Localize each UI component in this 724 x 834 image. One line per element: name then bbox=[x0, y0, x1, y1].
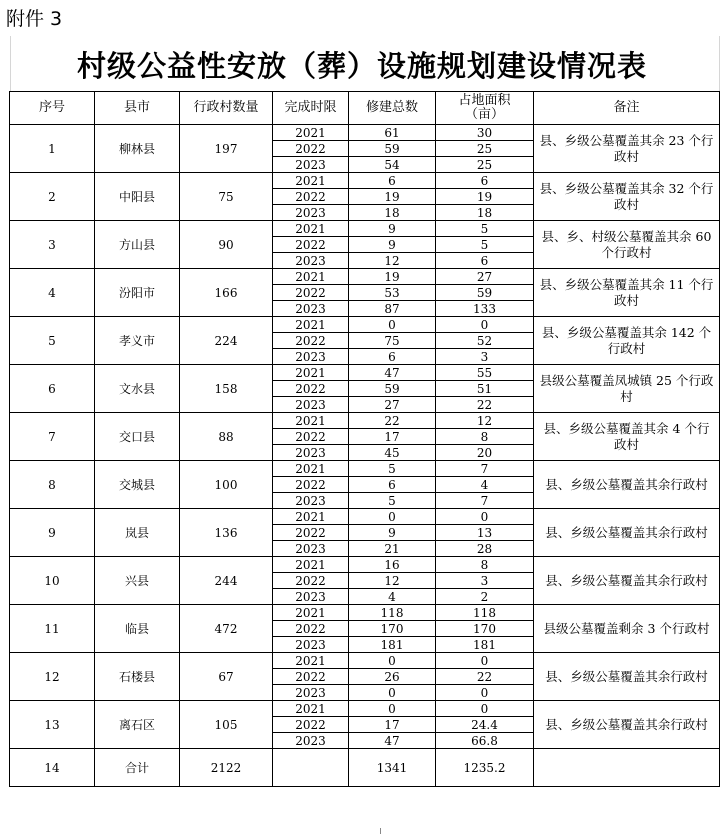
sheet-gridline-bottom bbox=[380, 828, 381, 834]
cell-area: 52 bbox=[436, 333, 534, 349]
cell-area: 30 bbox=[436, 125, 534, 141]
cell-built: 53 bbox=[349, 285, 436, 301]
cell-year: 2023 bbox=[273, 541, 349, 557]
cell-year: 2023 bbox=[273, 157, 349, 173]
cell-area: 18 bbox=[436, 205, 534, 221]
cell-year: 2022 bbox=[273, 333, 349, 349]
cell-area: 51 bbox=[436, 381, 534, 397]
cell-built: 54 bbox=[349, 157, 436, 173]
cell-area: 24.4 bbox=[436, 717, 534, 733]
cell-area: 7 bbox=[436, 493, 534, 509]
cell-area: 6 bbox=[436, 173, 534, 189]
cell-built: 47 bbox=[349, 365, 436, 381]
table-row bbox=[10, 125, 720, 141]
cell-area: 20 bbox=[436, 445, 534, 461]
cell-villages: 75 bbox=[180, 173, 273, 221]
cell-area: 2 bbox=[436, 589, 534, 605]
cell-county: 孝义市 bbox=[95, 317, 180, 365]
header-county: 县市 bbox=[95, 92, 180, 125]
header-area bbox=[436, 92, 534, 125]
cell-built: 181 bbox=[349, 637, 436, 653]
cell-area: 133 bbox=[436, 301, 534, 317]
cell-built: 59 bbox=[349, 141, 436, 157]
cell-county: 汾阳市 bbox=[95, 269, 180, 317]
cell-index: 3 bbox=[10, 221, 95, 269]
cell-villages: 197 bbox=[180, 125, 273, 173]
cell-villages: 105 bbox=[180, 701, 273, 749]
cell-area: 8 bbox=[436, 429, 534, 445]
cell-year: 2021 bbox=[273, 125, 349, 141]
cell-area: 0 bbox=[436, 509, 534, 525]
planning-table bbox=[9, 91, 720, 787]
cell-year: 2022 bbox=[273, 525, 349, 541]
cell-county: 临县 bbox=[95, 605, 180, 653]
header-area-line1: 占地面积 bbox=[458, 93, 511, 108]
cell-year: 2023 bbox=[273, 397, 349, 413]
cell-built: 18 bbox=[349, 205, 436, 221]
cell-built: 12 bbox=[349, 573, 436, 589]
table-row bbox=[10, 365, 720, 381]
cell-remark: 县、乡级公墓覆盖其余 142 个行政村 bbox=[534, 317, 720, 365]
cell-villages: 158 bbox=[180, 365, 273, 413]
table-row bbox=[10, 173, 720, 189]
cell-remark: 县、乡级公墓覆盖其余行政村 bbox=[534, 461, 720, 509]
cell-year: 2021 bbox=[273, 173, 349, 189]
cell-area: 19 bbox=[436, 189, 534, 205]
cell-built: 5 bbox=[349, 493, 436, 509]
cell-year: 2023 bbox=[273, 685, 349, 701]
cell-built: 61 bbox=[349, 125, 436, 141]
table-row bbox=[10, 701, 720, 717]
cell-built: 5 bbox=[349, 461, 436, 477]
cell-year: 2023 bbox=[273, 301, 349, 317]
cell-county: 离石区 bbox=[95, 701, 180, 749]
cell-area: 27 bbox=[436, 269, 534, 285]
header-deadline: 完成时限 bbox=[273, 92, 349, 125]
cell-county: 石楼县 bbox=[95, 653, 180, 701]
cell-year: 2023 bbox=[273, 205, 349, 221]
cell-villages: 100 bbox=[180, 461, 273, 509]
cell-year: 2022 bbox=[273, 717, 349, 733]
cell-county: 兴县 bbox=[95, 557, 180, 605]
cell-villages: 88 bbox=[180, 413, 273, 461]
cell-year: 2022 bbox=[273, 285, 349, 301]
cell-built: 9 bbox=[349, 237, 436, 253]
cell-year: 2021 bbox=[273, 557, 349, 573]
cell-county: 方山县 bbox=[95, 221, 180, 269]
cell-villages: 224 bbox=[180, 317, 273, 365]
header-remark: 备注 bbox=[534, 92, 720, 125]
cell-area: 0 bbox=[436, 701, 534, 717]
cell-remark: 县、乡级公墓覆盖其余行政村 bbox=[534, 701, 720, 749]
cell-index: 10 bbox=[10, 557, 95, 605]
cell-year: 2021 bbox=[273, 317, 349, 333]
cell-index: 4 bbox=[10, 269, 95, 317]
cell-year: 2023 bbox=[273, 349, 349, 365]
cell-index: 9 bbox=[10, 509, 95, 557]
cell-built: 87 bbox=[349, 301, 436, 317]
cell-county: 交城县 bbox=[95, 461, 180, 509]
cell-built: 59 bbox=[349, 381, 436, 397]
table-row bbox=[10, 269, 720, 285]
cell-built: 118 bbox=[349, 605, 436, 621]
cell-area: 25 bbox=[436, 157, 534, 173]
header-total-built: 修建总数 bbox=[349, 92, 436, 125]
cell-year: 2021 bbox=[273, 653, 349, 669]
cell-year: 2023 bbox=[273, 253, 349, 269]
total-row bbox=[10, 749, 720, 787]
cell-area: 181 bbox=[436, 637, 534, 653]
cell-built: 45 bbox=[349, 445, 436, 461]
cell-built: 75 bbox=[349, 333, 436, 349]
cell-area: 22 bbox=[436, 669, 534, 685]
cell-remark: 县、乡级公墓覆盖其余 23 个行政村 bbox=[534, 125, 720, 173]
cell-built: 4 bbox=[349, 589, 436, 605]
cell-index: 2 bbox=[10, 173, 95, 221]
cell-built: 21 bbox=[349, 541, 436, 557]
cell-remark: 县级公墓覆盖剩余 3 个行政村 bbox=[534, 605, 720, 653]
total-built: 1341 bbox=[349, 749, 436, 787]
cell-county: 柳林县 bbox=[95, 125, 180, 173]
cell-remark: 县、乡级公墓覆盖其余 32 个行政村 bbox=[534, 173, 720, 221]
cell-remark: 县、乡级公墓覆盖其余行政村 bbox=[534, 557, 720, 605]
cell-area: 0 bbox=[436, 317, 534, 333]
cell-year: 2021 bbox=[273, 701, 349, 717]
cell-built: 0 bbox=[349, 317, 436, 333]
cell-area: 3 bbox=[436, 573, 534, 589]
cell-year: 2021 bbox=[273, 509, 349, 525]
header-villages: 行政村数量 bbox=[180, 92, 273, 125]
cell-year: 2022 bbox=[273, 381, 349, 397]
cell-area: 22 bbox=[436, 397, 534, 413]
cell-built: 0 bbox=[349, 653, 436, 669]
cell-year: 2022 bbox=[273, 189, 349, 205]
cell-year: 2021 bbox=[273, 413, 349, 429]
cell-villages: 166 bbox=[180, 269, 273, 317]
cell-remark: 县、乡级公墓覆盖其余 4 个行政村 bbox=[534, 413, 720, 461]
cell-year: 2021 bbox=[273, 605, 349, 621]
cell-remark: 县级公墓覆盖凤城镇 25 个行政村 bbox=[534, 365, 720, 413]
cell-built: 0 bbox=[349, 701, 436, 717]
cell-area: 0 bbox=[436, 685, 534, 701]
cell-year: 2023 bbox=[273, 733, 349, 749]
cell-year: 2022 bbox=[273, 429, 349, 445]
cell-remark: 县、乡级公墓覆盖其余 11 个行政村 bbox=[534, 269, 720, 317]
cell-area: 28 bbox=[436, 541, 534, 557]
total-remark bbox=[534, 749, 720, 787]
cell-area: 59 bbox=[436, 285, 534, 301]
table-row bbox=[10, 413, 720, 429]
total-villages: 2122 bbox=[180, 749, 273, 787]
cell-year: 2023 bbox=[273, 493, 349, 509]
cell-area: 118 bbox=[436, 605, 534, 621]
table-row bbox=[10, 221, 720, 237]
cell-area: 4 bbox=[436, 477, 534, 493]
header-index: 序号 bbox=[10, 92, 95, 125]
cell-county: 交口县 bbox=[95, 413, 180, 461]
cell-area: 55 bbox=[436, 365, 534, 381]
cell-area: 13 bbox=[436, 525, 534, 541]
cell-year: 2021 bbox=[273, 221, 349, 237]
table-row bbox=[10, 461, 720, 477]
cell-index: 5 bbox=[10, 317, 95, 365]
cell-remark: 县、乡级公墓覆盖其余行政村 bbox=[534, 653, 720, 701]
cell-year: 2021 bbox=[273, 365, 349, 381]
cell-area: 0 bbox=[436, 653, 534, 669]
cell-county: 中阳县 bbox=[95, 173, 180, 221]
cell-year: 2021 bbox=[273, 461, 349, 477]
cell-built: 26 bbox=[349, 669, 436, 685]
cell-year: 2021 bbox=[273, 269, 349, 285]
cell-villages: 67 bbox=[180, 653, 273, 701]
table-row bbox=[10, 317, 720, 333]
cell-area: 25 bbox=[436, 141, 534, 157]
header-area-line2: （亩） bbox=[464, 107, 504, 122]
cell-villages: 472 bbox=[180, 605, 273, 653]
cell-area: 5 bbox=[436, 237, 534, 253]
attachment-label: 附件 3 bbox=[6, 8, 63, 30]
cell-index: 8 bbox=[10, 461, 95, 509]
cell-area: 3 bbox=[436, 349, 534, 365]
cell-index: 1 bbox=[10, 125, 95, 173]
cell-year: 2022 bbox=[273, 477, 349, 493]
total-index: 14 bbox=[10, 749, 95, 787]
cell-built: 0 bbox=[349, 509, 436, 525]
cell-built: 6 bbox=[349, 173, 436, 189]
cell-year: 2022 bbox=[273, 237, 349, 253]
table-body bbox=[10, 125, 720, 787]
cell-index: 13 bbox=[10, 701, 95, 749]
cell-built: 19 bbox=[349, 269, 436, 285]
cell-built: 6 bbox=[349, 477, 436, 493]
cell-year: 2022 bbox=[273, 573, 349, 589]
cell-year: 2023 bbox=[273, 445, 349, 461]
cell-built: 9 bbox=[349, 525, 436, 541]
table-row bbox=[10, 653, 720, 669]
cell-year: 2023 bbox=[273, 589, 349, 605]
cell-built: 17 bbox=[349, 429, 436, 445]
page-title: 村级公益性安放（葬）设施规划建设情况表 bbox=[76, 49, 647, 83]
cell-area: 7 bbox=[436, 461, 534, 477]
cell-built: 170 bbox=[349, 621, 436, 637]
table-row bbox=[10, 605, 720, 621]
table-row bbox=[10, 509, 720, 525]
table-row bbox=[10, 557, 720, 573]
cell-villages: 244 bbox=[180, 557, 273, 605]
cell-built: 16 bbox=[349, 557, 436, 573]
cell-area: 5 bbox=[436, 221, 534, 237]
cell-year: 2022 bbox=[273, 621, 349, 637]
total-area: 1235.2 bbox=[436, 749, 534, 787]
cell-county: 岚县 bbox=[95, 509, 180, 557]
cell-area: 12 bbox=[436, 413, 534, 429]
cell-area: 66.8 bbox=[436, 733, 534, 749]
cell-built: 9 bbox=[349, 221, 436, 237]
cell-villages: 136 bbox=[180, 509, 273, 557]
cell-year: 2022 bbox=[273, 141, 349, 157]
cell-remark: 县、乡、村级公墓覆盖其余 60 个行政村 bbox=[534, 221, 720, 269]
cell-built: 19 bbox=[349, 189, 436, 205]
cell-index: 12 bbox=[10, 653, 95, 701]
total-label: 合计 bbox=[95, 749, 180, 787]
cell-index: 7 bbox=[10, 413, 95, 461]
cell-built: 6 bbox=[349, 349, 436, 365]
cell-built: 0 bbox=[349, 685, 436, 701]
cell-built: 17 bbox=[349, 717, 436, 733]
header-row bbox=[10, 92, 720, 125]
cell-area: 6 bbox=[436, 253, 534, 269]
cell-index: 11 bbox=[10, 605, 95, 653]
cell-remark: 县、乡级公墓覆盖其余行政村 bbox=[534, 509, 720, 557]
cell-built: 47 bbox=[349, 733, 436, 749]
cell-index: 6 bbox=[10, 365, 95, 413]
cell-built: 22 bbox=[349, 413, 436, 429]
cell-villages: 90 bbox=[180, 221, 273, 269]
cell-area: 170 bbox=[436, 621, 534, 637]
cell-year: 2022 bbox=[273, 669, 349, 685]
cell-county: 文水县 bbox=[95, 365, 180, 413]
total-deadline bbox=[273, 749, 349, 787]
cell-built: 27 bbox=[349, 397, 436, 413]
cell-area: 8 bbox=[436, 557, 534, 573]
cell-built: 12 bbox=[349, 253, 436, 269]
cell-year: 2023 bbox=[273, 637, 349, 653]
